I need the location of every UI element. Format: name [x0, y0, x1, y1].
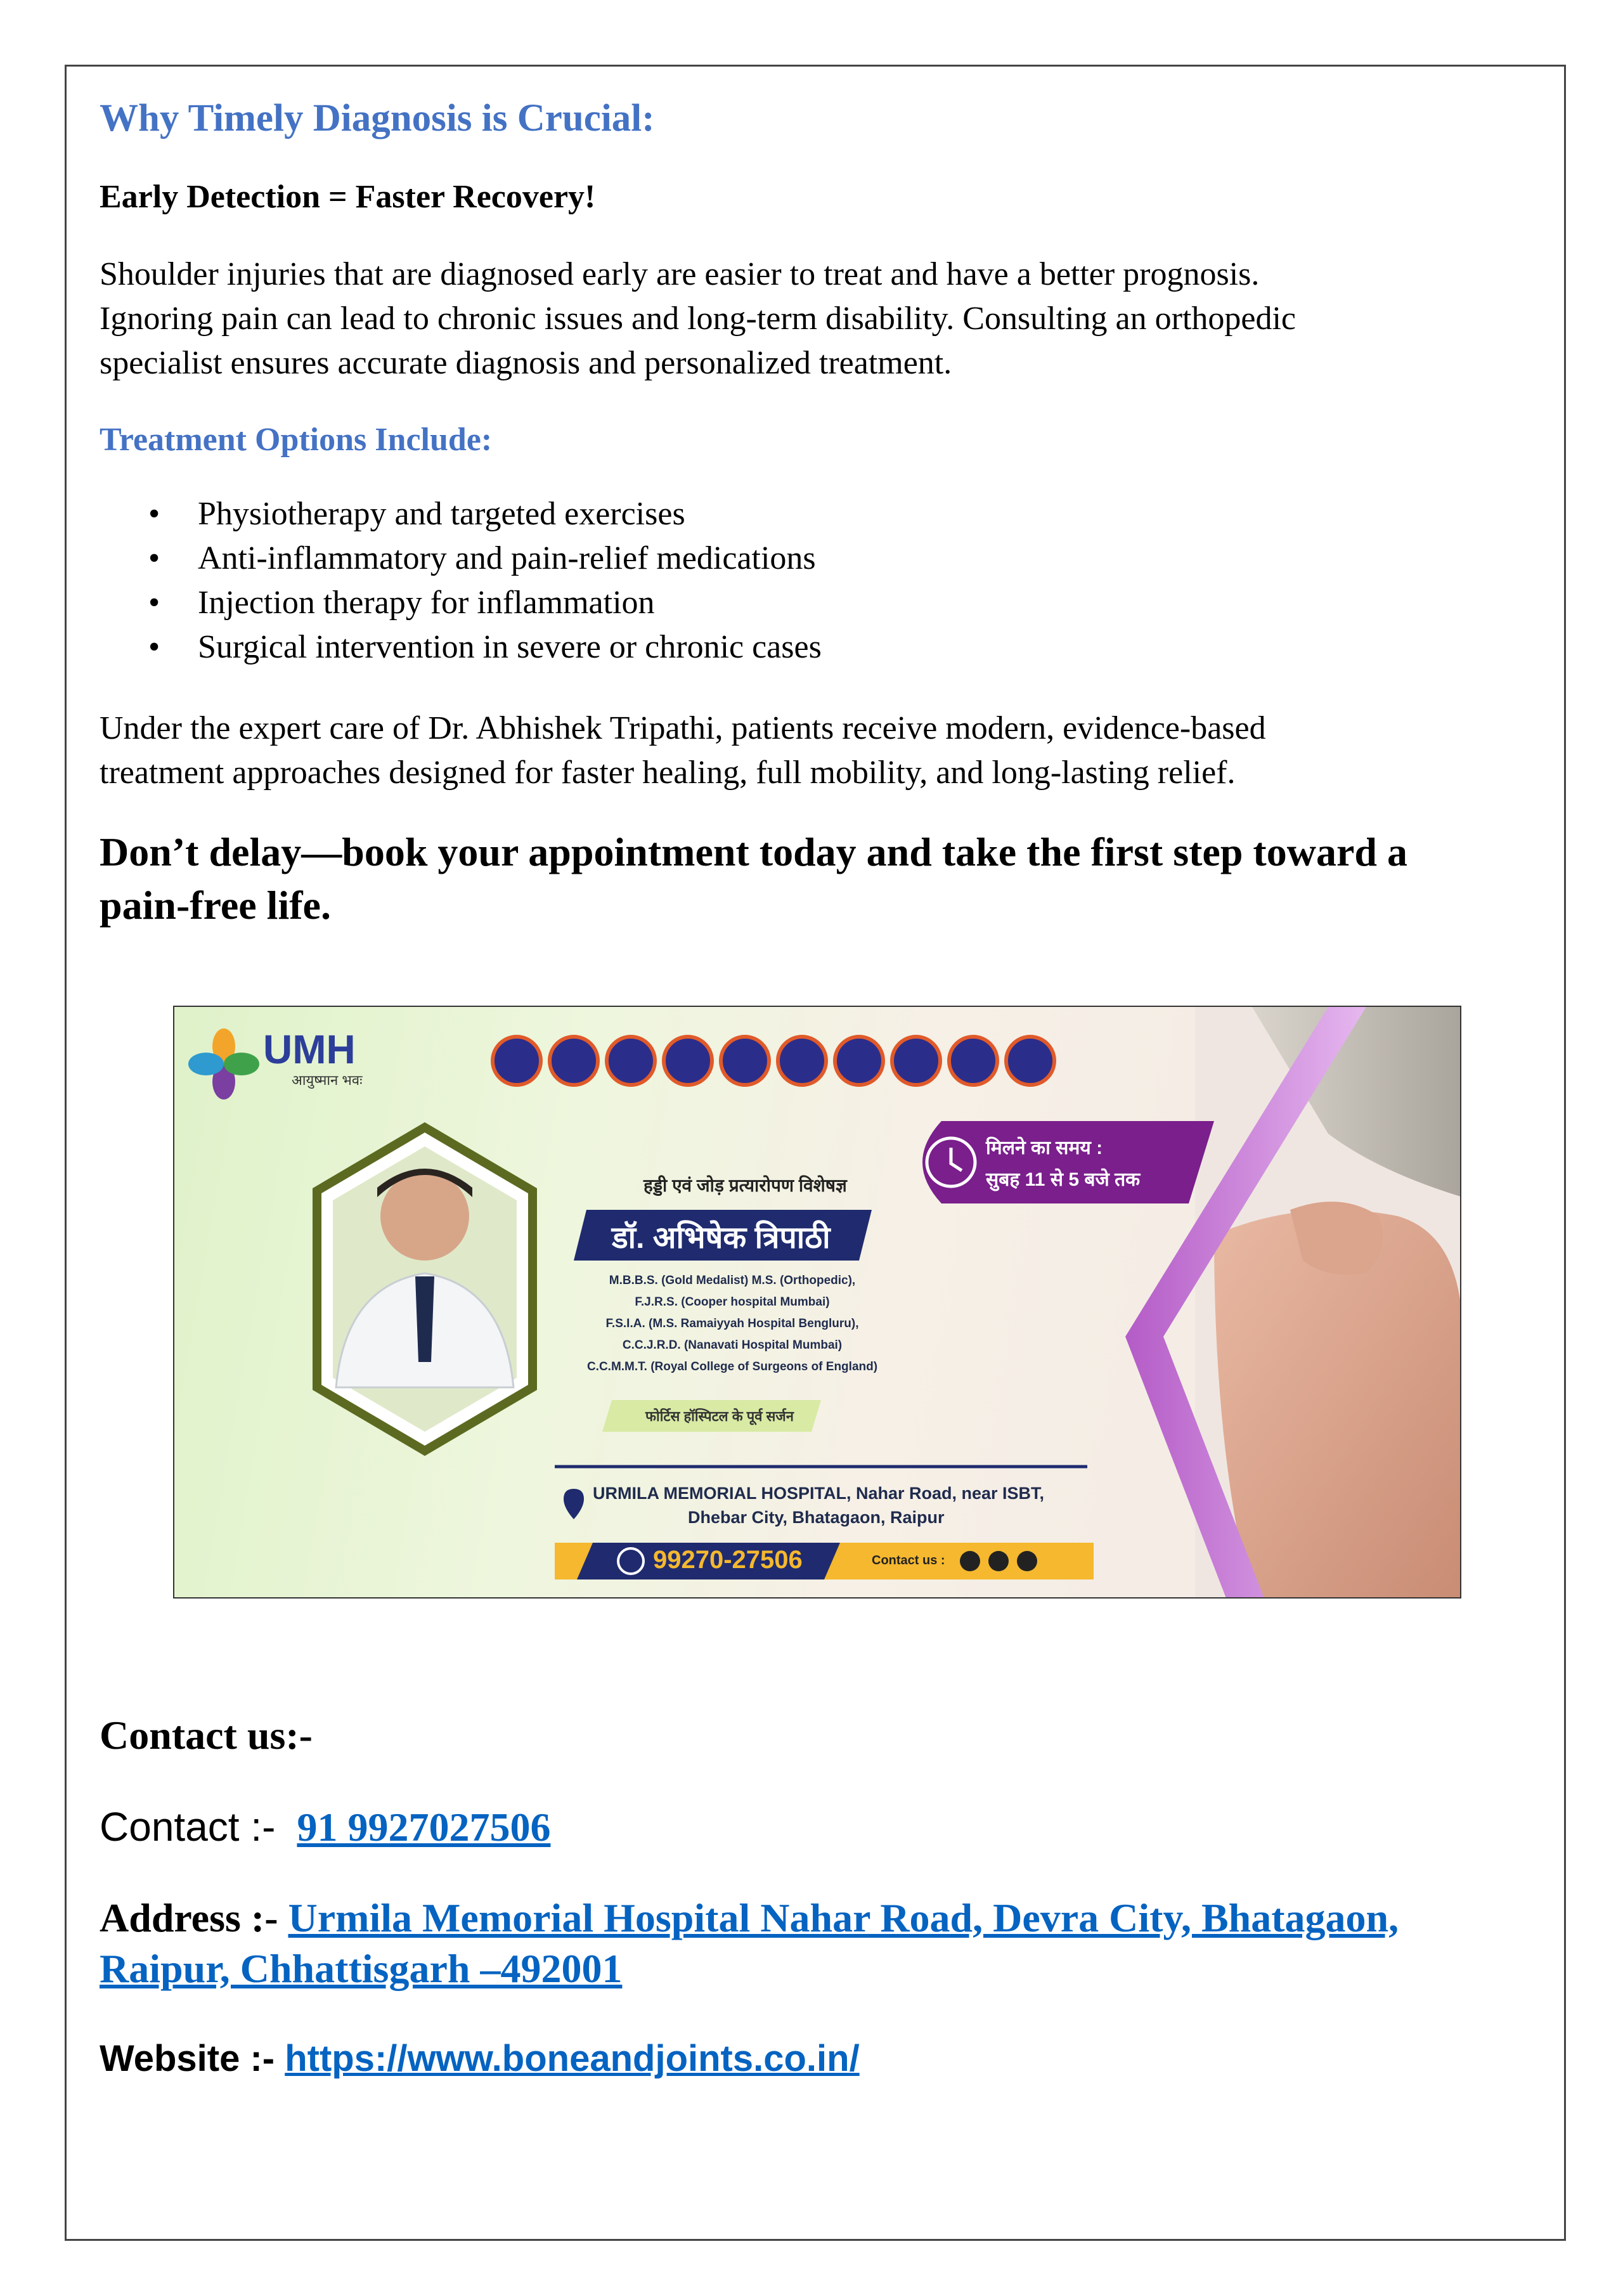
doctor-name: डॉ. अभिषेक त्रिपाठी [612, 1221, 831, 1255]
expert-paragraph [100, 706, 1526, 795]
contact-address-row [100, 1893, 1526, 1994]
timing-value: सुबह 11 से 5 बजे तक [986, 1169, 1141, 1190]
list-item: • Surgical intervention in severe or chronic cases [100, 625, 1526, 670]
former-surgeon-text: फोर्टिस हॉस्पिटल के पूर्व सर्जन [645, 1408, 794, 1424]
list-item: • Physiotherapy and targeted exercises [100, 492, 1526, 536]
qualification-line: M.B.B.S. (Gold Medalist) M.S. (Orthopedic), [609, 1274, 856, 1287]
banner-address-line-2: Dhebar City, Bhatagaon, Raipur [688, 1508, 945, 1527]
document-body [100, 95, 1526, 932]
joint-icons-row [493, 1037, 1054, 1085]
call-to-action [100, 826, 1526, 932]
section-heading-diagnosis: Why Timely Diagnosis is Crucial: [100, 97, 655, 139]
banner-contact-label: Contact us : [872, 1553, 945, 1567]
location-pin-icon [564, 1489, 584, 1519]
diagnosis-line-1: Shoulder injuries that are diagnosed early are easier to treat and have a better prognosis. [100, 256, 1260, 293]
contact-website-row [100, 2037, 1526, 2080]
contact-website-link[interactable]: https://www.boneandjoints.co.in/ [285, 2038, 860, 2079]
umh-tagline: आयुष्मान भवः [292, 1072, 363, 1088]
contact-section [100, 1712, 1526, 2080]
cta-line-2: pain-free life. [100, 882, 331, 928]
facebook-icon [960, 1551, 980, 1571]
qualification-line: C.C.J.R.D. (Nanavati Hospital Mumbai) [622, 1339, 843, 1352]
banner-phone: 99270-27506 [653, 1546, 803, 1574]
list-item: • Injection therapy for inflammation [100, 581, 1526, 625]
specialty-text: हड्डी एवं जोड़ प्रत्यारोपण विशेषज्ञ [643, 1176, 847, 1195]
qualification-line: F.J.R.S. (Cooper hospital Mumbai) [635, 1295, 830, 1309]
address-link-line-1: Urmila Memorial Hospital Nahar Road, Devra City, Bhatagaon, [288, 1895, 1399, 1940]
qualification-line: F.S.I.A. (M.S. Ramaiyyah Hospital Bengluru), [605, 1317, 859, 1330]
cta-line-1: Don’t delay—book your appointment today and take the first step toward a [100, 829, 1407, 874]
contact-phone-label: Contact :- [100, 1804, 276, 1850]
treatment-heading: Treatment Options Include: [100, 422, 493, 458]
instagram-icon [988, 1551, 1009, 1571]
contact-phone-row [100, 1803, 1526, 1851]
contact-phone-link[interactable]: 91 9927027506 [297, 1805, 551, 1850]
qualifications [580, 1270, 884, 1378]
contact-address-label: Address :- [100, 1895, 278, 1940]
expert-line-1: Under the expert care of Dr. Abhishek Tripathi, patients receive modern, evidence-based [100, 710, 1266, 746]
diagnosis-line-2: Ignoring pain can lead to chronic issues and long-term disability. Consulting an orthopedic [100, 301, 1296, 337]
diagnosis-line-3: specialist ensures accurate diagnosis and personalized treatment. [100, 345, 952, 382]
doctor-tie [415, 1276, 434, 1362]
address-link-line-2: Raipur, Chhattisgarh –492001 [100, 1946, 623, 1991]
doctor-head [380, 1172, 469, 1261]
subheading-early-detection: Early Detection = Faster Recovery! [100, 179, 596, 216]
treatment-list [100, 492, 1526, 670]
umh-logo-text: UMH [263, 1027, 356, 1072]
qualification-line: C.C.M.M.T. (Royal College of Surgeons of England) [586, 1360, 878, 1373]
contact-address-link[interactable] [100, 1895, 1399, 1991]
expert-line-2: treatment approaches designed for faster healing, full mobility, and long-lasting relief. [100, 754, 1236, 791]
list-item: • Anti-inflammatory and pain-relief medications [100, 536, 1526, 581]
timing-label: मिलने का समय : [986, 1138, 1103, 1158]
diagnosis-paragraph [100, 252, 1526, 386]
contact-website-label: Website :- [100, 2038, 275, 2079]
umh-logo-icon [188, 1028, 259, 1099]
contact-heading: Contact us:- [100, 1713, 313, 1758]
banner-address-line-1: URMILA MEMORIAL HOSPITAL, Nahar Road, near ISBT, [593, 1484, 1045, 1503]
whatsapp-icon [1017, 1551, 1037, 1571]
doctor-banner-image [173, 1006, 1461, 1599]
